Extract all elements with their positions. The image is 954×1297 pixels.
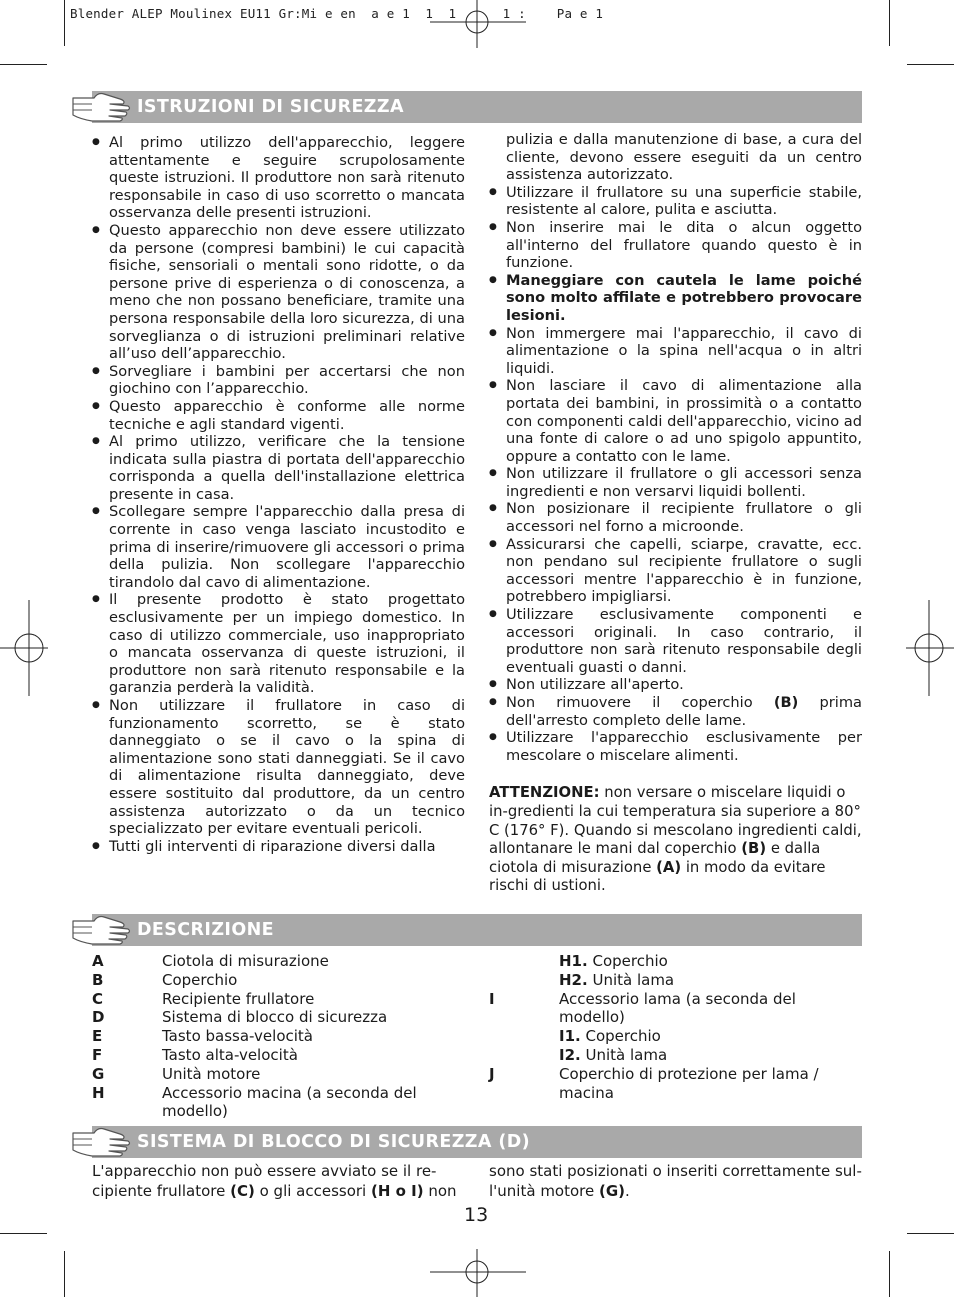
part-letter: D (92, 1008, 105, 1027)
list-item: ● Non immergere mai l'apparecchio, il cavo di alimentazione o la spina nell'acqua o in altri liquidi. (489, 325, 862, 378)
list-item: ● Utilizzare l'apparecchio esclusivamente per mescolare o miscelare alimenti. (489, 729, 862, 764)
attention-note (489, 784, 862, 896)
description-section-title: DESCRIZIONE (137, 920, 274, 940)
lock-text: L'apparecchio non può essere avviato se il re-cipiente frullatore (92, 1162, 437, 1200)
part-name: Accessorio macina (a seconda del modello) (162, 1083, 417, 1121)
lid-text-before: Non rimuovere il coperchio (506, 694, 774, 711)
warning-list-item: ● Maneggiare con cautela le lame poiché sono molto affilate e potrebbero provocare lesioni. (489, 272, 862, 325)
subpart-code: H1. (559, 952, 588, 970)
lock-text: o gli accessori (254, 1181, 371, 1200)
parts-row (489, 1046, 849, 1065)
part-letter: B (92, 970, 104, 989)
parts-row (489, 952, 849, 971)
parts-row (92, 1084, 452, 1122)
part-name: Coperchio di protezione per lama / macina (559, 1064, 819, 1102)
part-ref-a: (A) (656, 858, 682, 876)
subpart (559, 1027, 849, 1046)
part-ref-g: (G) (599, 1181, 626, 1200)
list-item: ● Non lasciare il cavo di alimentazione alla portata dei bambini, in prossimità o a contatto con componenti caldi dell'apparecchio, vicino ad una fonte di calore o ad uno spigolo appuntito, oppure a contatto con le lame. (489, 377, 862, 465)
subpart-code: H2. (559, 970, 588, 989)
part-letter: H (92, 1083, 105, 1102)
safety-right-column (489, 131, 862, 896)
registration-mark-right (904, 600, 954, 696)
parts-row (92, 952, 452, 971)
attention-text: in modo da evitare rischi di ustioni. (489, 858, 826, 895)
list-item: ● Sorvegliare i bambini per accertarsi che non giochino con l’apparecchio. (92, 363, 465, 398)
part-letter: A (92, 952, 104, 970)
crop-mark (889, 0, 890, 46)
subpart-name: Coperchio (587, 952, 668, 970)
subpart-name: Coperchio (580, 1027, 661, 1046)
pointing-hand-icon (70, 1124, 132, 1158)
lock-text: . (625, 1181, 630, 1200)
lid-text-after: prima dell'arresto completo delle lame. (506, 694, 862, 729)
list-item: ● Non utilizzare all'aperto. (489, 676, 862, 694)
pointing-hand-icon (70, 89, 132, 123)
part-ref-b: (B) (773, 694, 799, 711)
attention-text: non versare o miscelare liquidi o in-gredienti la cui temperatura sia superiore a 80° C (176° F). Quando si mescolano ingredienti caldi, allontanare le mani dal coperchio (489, 784, 862, 858)
list-item: ● Non inserire mai le dita o alcun oggetto all'interno del frullatore quando questo è in funzione. (489, 219, 862, 272)
registration-mark-bottom (430, 1247, 526, 1297)
parts-row (489, 971, 849, 990)
part-name: Accessorio lama (a seconda del modello) (559, 989, 796, 1027)
safety-list-right (489, 184, 862, 765)
list-item: ● Scollegare sempre l'apparecchio dalla presa di corrente in caso venga lasciato incustodito e prima di inserire/rimuovere gli accessori o prima della pulizia. Non scollegare l'apparecchio tirandolo dal cavo di alimentazione. (92, 503, 465, 591)
crop-mark (64, 0, 65, 46)
crop-mark (0, 64, 47, 65)
part-letter: E (92, 1027, 103, 1046)
safety-list-left (92, 134, 465, 855)
part-letter: J (489, 1064, 495, 1083)
part-name: Ciotola di misurazione (162, 952, 329, 970)
list-item: ● Assicurarsi che capelli, sciarpe, cravatte, ecc. non pendano sul recipiente frullatore o sugli accessori mentre l'apparecchio è in funzione, potrebbero impigliarsi. (489, 536, 862, 606)
crop-mark (889, 1251, 890, 1297)
parts-row (92, 1065, 452, 1084)
lock-text-left (92, 1162, 462, 1201)
subpart-name: Unità lama (587, 970, 675, 989)
parts-list-left (92, 952, 452, 1121)
part-name: Recipiente frullatore (162, 989, 315, 1008)
list-item: ● Non utilizzare il frullatore o gli accessori senza ingredienti e non versarvi liquidi bollenti. (489, 465, 862, 500)
parts-row (92, 971, 452, 990)
part-name: Sistema di blocco di sicurezza (162, 1008, 388, 1027)
continued-paragraph: pulizia e dalla manutenzione di base, a cura del cliente, devono essere eseguiti da un centro assistenza autorizzato. (506, 131, 862, 184)
parts-list-right (489, 952, 849, 1102)
pointing-hand-icon (70, 912, 132, 946)
subpart-code: I1. (559, 1027, 581, 1046)
part-name: Unità motore (162, 1064, 261, 1083)
parts-row (489, 1065, 849, 1103)
part-letter: G (92, 1064, 105, 1083)
subpart-name: Unità lama (580, 1045, 668, 1064)
list-item: ● Questo apparecchio non deve essere utilizzato da persone (compresi bambini) le cui capacità fisiche, sensoriali o mentali sono ridotte, o da persone prive di esperienza o di conoscenza, a meno che non possano beneficiare, tramite una persona responsabile della loro sicurezza, di una sorveglianza o di istruzioni preliminari relative all’uso dell’apparecchio. (92, 222, 465, 363)
crop-mark (64, 1251, 65, 1297)
attention-text: e dalla ciotola di misurazione (489, 840, 821, 876)
part-name: Coperchio (162, 970, 238, 989)
lock-section-title: SISTEMA DI BLOCCO DI SICUREZZA (D) (137, 1132, 531, 1152)
part-ref-b: (B) (741, 840, 767, 858)
list-item: ● Utilizzare esclusivamente componenti e accessori originali. In caso contrario, il produttore non sarà ritenuto responsabile degli eventuali guasti o danni. (489, 606, 862, 676)
crop-mark (907, 1233, 954, 1234)
list-item: ● Utilizzare il frullatore su una superficie stabile, resistente al calore, pulita e asciutta. (489, 184, 862, 219)
list-item: ● Il presente prodotto è stato progettato esclusivamente per un impiego domestico. In caso di utilizzo commerciale, uso inappropriato o mancata osservanza di queste istruzioni, il produttore non sarà ritenuto responsabile e la garanzia perderà la validità. (92, 591, 465, 697)
subpart-code: I2. (559, 1045, 581, 1064)
parts-row (92, 1027, 452, 1046)
part-name: Tasto alta-velocità (162, 1045, 298, 1064)
page-number: 13 (464, 1204, 489, 1226)
lock-text-right (489, 1162, 862, 1201)
part-letter: C (92, 989, 104, 1008)
crop-mark (0, 1233, 47, 1234)
parts-row (489, 990, 849, 1028)
registration-mark-top (430, 0, 526, 50)
list-item: ● Questo apparecchio è conforme alle norme tecniche e agli standard vigenti. (92, 398, 465, 433)
parts-row (92, 1046, 452, 1065)
lock-text: non (423, 1181, 457, 1200)
crop-mark (907, 64, 954, 65)
subpart (559, 1046, 849, 1065)
list-item: ● Non utilizzare il frullatore in caso di funzionamento scorretto, se è stato danneggiato o se il cavo o la spina di alimentazione sono stati danneggiati. Se il cavo di alimentazione risulta danneggiato, deve essere sostituito dal produttore, da un centro assistenza autorizzato o da un tecnico specializzato per evitare eventuali pericoli. (92, 697, 465, 838)
list-item: ● Al primo utilizzo dell'apparecchio, leggere attentamente e seguire scrupolosamente queste istruzioni. Il produttore non sarà ritenuto responsabile in caso di uso scorretto o mancata osservanza delle presenti istruzioni. (92, 134, 465, 222)
safety-left-column (92, 134, 465, 855)
list-item-lid (489, 694, 862, 729)
registration-mark-left (0, 600, 50, 696)
list-item: ● Tutti gli interventi di riparazione diversi dalla (92, 838, 465, 856)
parts-row (489, 1027, 849, 1046)
part-name: Tasto bassa-velocità (162, 1027, 313, 1046)
part-ref-c: (C) (230, 1181, 255, 1200)
parts-row (92, 1008, 452, 1027)
list-item: ● Al primo utilizzo, verificare che la tensione indicata sulla piastra di portata dell'apparecchio corrisponda a quella dell'installazione elettrica presente in casa. (92, 433, 465, 503)
part-ref-h-i: (H o I) (371, 1181, 424, 1200)
safety-section-title: ISTRUZIONI DI SICUREZZA (137, 97, 404, 117)
part-letter: F (92, 1045, 103, 1064)
parts-row (92, 990, 452, 1009)
part-letter: I (489, 989, 495, 1008)
subpart (559, 952, 849, 971)
list-item: ● Non posizionare il recipiente frullatore o gli accessori nel forno a microonde. (489, 500, 862, 535)
print-header: Blender ALEP Moulinex EU11 Gr:Mi e en a e 1 1 1 1 : Pa e 1 (70, 6, 604, 21)
lock-text: sono stati posizionati o inseriti correttamente sul-l'unità motore (489, 1162, 862, 1200)
subpart (559, 971, 849, 990)
attention-label: ATTENZIONE: (489, 784, 600, 802)
